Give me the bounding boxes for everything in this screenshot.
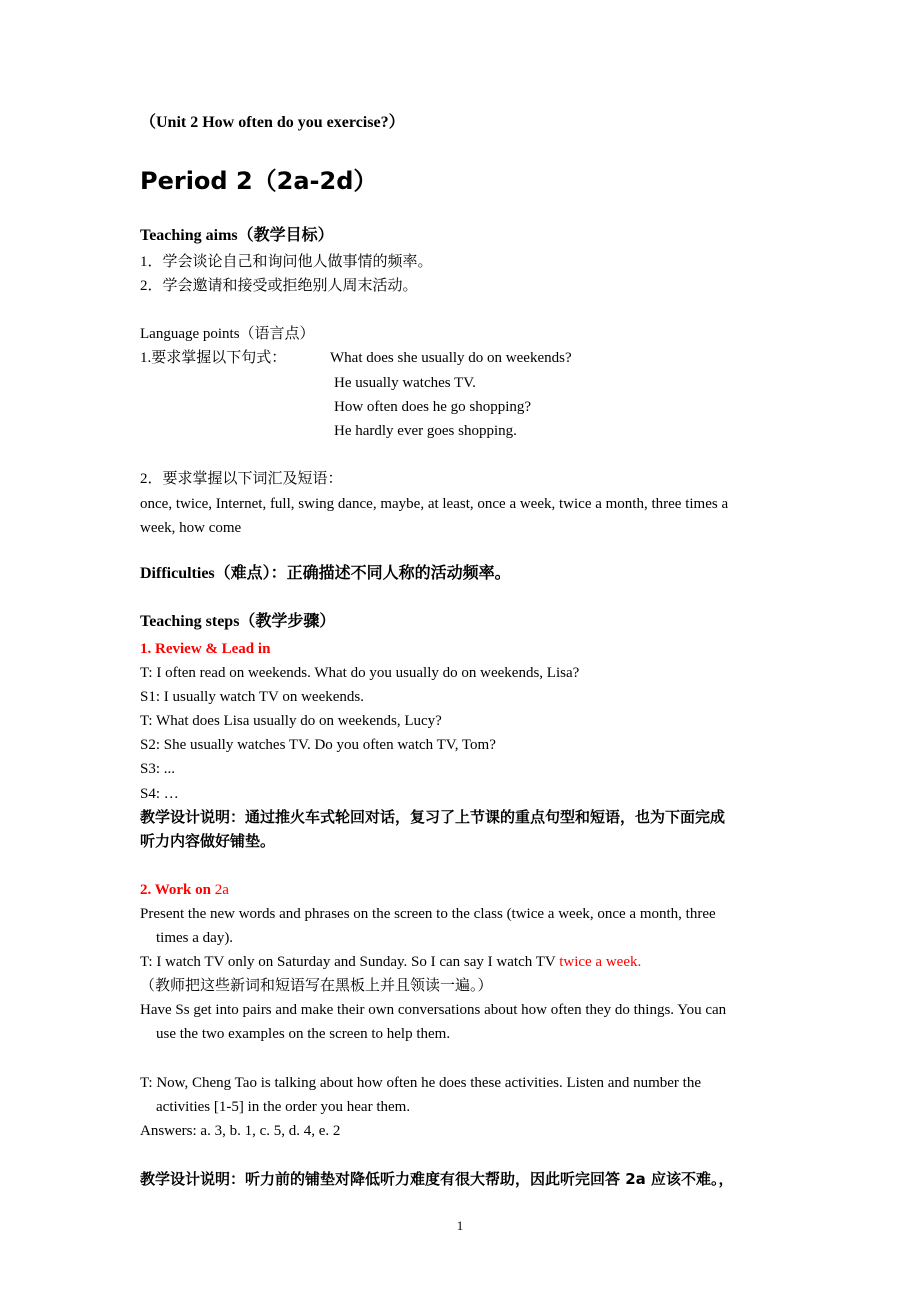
teaching-aims-heading: Teaching aims（教学目标） <box>140 227 334 244</box>
unit-title: （Unit 2 How often do you exercise?） <box>140 114 405 131</box>
sentences-label: 1.要求掌握以下句式： <box>140 350 287 366</box>
step1-title: 1. Review & Lead in <box>140 641 271 657</box>
vocab-line: week, how come <box>140 520 242 536</box>
step2-title-prefix: 2. Work on <box>140 882 215 898</box>
dialogue-line: S3: ... <box>140 761 176 777</box>
vocab-line: once, twice, Internet, full, swing dance, maybe, at least, once a week, twice a month, three times a <box>140 496 729 512</box>
dialogue-line: S4: … <box>140 786 179 802</box>
dialogue-line: S1: I usually watch TV on weekends. <box>140 689 364 705</box>
listen-line: activities [1-5] in the order you hear them. <box>156 1099 411 1115</box>
sentence-item: What does she usually do on weekends? <box>330 350 572 366</box>
difficulties-heading: Difficulties（难点）：正确描述不同人称的活动频率。 <box>140 565 511 582</box>
teacher-example-text: T: I watch TV only on Saturday and Sunday. So I can say I watch TV <box>140 954 560 970</box>
design-note: 教学设计说明：听力前的铺垫对降低听力难度有很大帮助，因此听完回答 2a 应该不难。， <box>140 1170 734 1188</box>
present-line: times a day). <box>156 930 234 946</box>
dialogue-line: T: What does Lisa usually do on weekends, Lucy? <box>140 713 442 729</box>
pairs-line: Have Ss get into pairs and make their own conversations about how often they do things. You can <box>140 1002 727 1018</box>
teaching-aim-item: 1．学会谈论自己和询问他人做事情的频率。 <box>140 254 433 270</box>
teaching-aim-item: 2．学会邀请和接受或拒绝别人周末活动。 <box>140 278 418 294</box>
step2-title <box>140 880 229 900</box>
sentence-item: How often does he go shopping? <box>334 399 532 415</box>
dialogue-line: S2: She usually watches TV. Do you often watch TV, Tom? <box>140 737 496 753</box>
vocab-label: 2．要求掌握以下词汇及短语： <box>140 471 343 487</box>
design-note: 教学设计说明：通过推火车式轮回对话，复习了上节课的重点句型和短语，也为下面完成 <box>140 808 726 826</box>
teacher-example <box>140 952 641 972</box>
sentence-item: He usually watches TV. <box>334 375 476 391</box>
dialogue-line: T: I often read on weekends. What do you usually do on weekends, Lisa? <box>140 665 580 681</box>
present-line: Present the new words and phrases on the screen to the class (twice a week, once a month, three <box>140 906 716 922</box>
language-points-heading: Language points（语言点） <box>140 326 315 342</box>
design-note: 听力内容做好铺垫。 <box>140 832 276 850</box>
pairs-line: use the two examples on the screen to help them. <box>156 1026 451 1042</box>
sentence-item: He hardly ever goes shopping. <box>334 423 517 439</box>
answers-line: Answers: a. 3, b. 1, c. 5, d. 4, e. 2 <box>140 1123 341 1139</box>
page-number: 1 <box>456 1218 464 1233</box>
listen-line: T: Now, Cheng Tao is talking about how often he does these activities. Listen and number the <box>140 1075 701 1091</box>
period-title: Period 2（2a-2d） <box>140 167 378 195</box>
teacher-example-highlight: twice a week. <box>559 954 642 970</box>
teacher-note: （教师把这些新词和短语写在黑板上并且领读一遍。） <box>140 978 493 994</box>
teaching-steps-heading: Teaching steps（教学步骤） <box>140 613 336 630</box>
step2-title-suffix: 2a <box>214 882 229 898</box>
